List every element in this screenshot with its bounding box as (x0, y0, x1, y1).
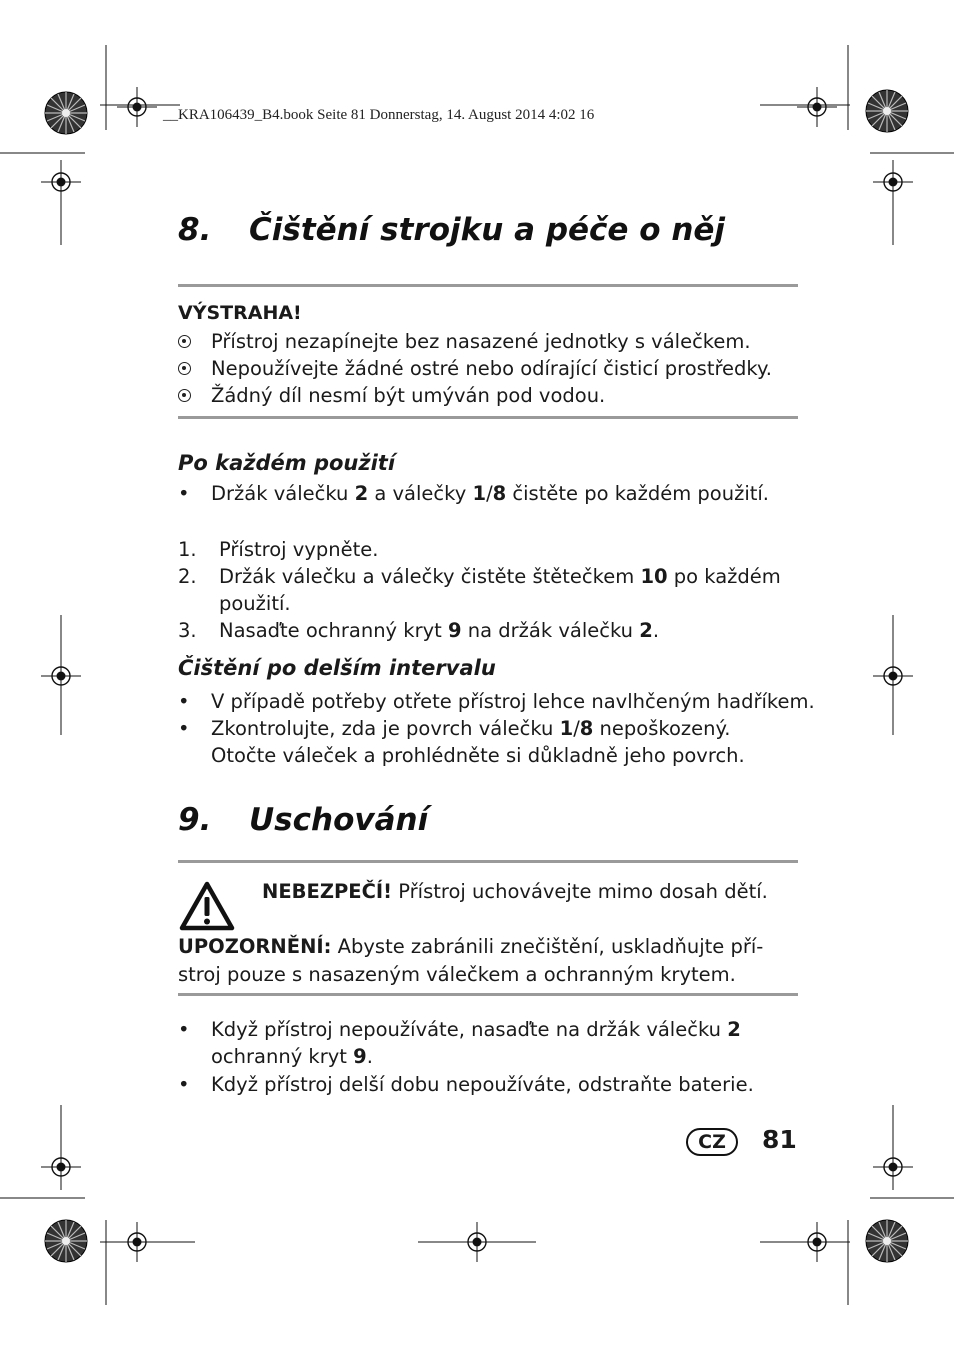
section-title: Čištění strojku a péče o něj (249, 212, 726, 248)
ref-number: 8 (579, 717, 594, 740)
step-number: 3. (178, 619, 197, 642)
text: . (366, 1045, 373, 1068)
target-bullet-icon (178, 335, 191, 348)
bullet-dot: • (178, 1018, 190, 1041)
bullet-dot: • (178, 482, 190, 505)
page-number: 81 (762, 1125, 797, 1154)
section-number: 8. (178, 212, 212, 248)
warning-item: Přístroj nezapínejte bez nasazené jednotky s válečkem. (211, 330, 751, 353)
ref-number: 8 (492, 482, 507, 505)
text: a válečky (368, 482, 473, 505)
text: Abyste zabránili znečištění, uskladňujte pří- (331, 935, 764, 958)
section-number: 9. (178, 802, 212, 838)
danger-notice (262, 878, 768, 905)
bullet-item (211, 1016, 741, 1043)
bullet-item: Když přístroj delší dobu nepoužíváte, odstraňte baterie. (211, 1073, 754, 1096)
caution-notice (178, 933, 763, 960)
text: . (652, 619, 660, 642)
target-bullet-icon (178, 362, 191, 375)
bullet-dot: • (178, 690, 190, 713)
divider (178, 993, 798, 996)
ref-number: 2 (354, 482, 369, 505)
step-text-continued: použití. (219, 592, 291, 615)
warning-item: Žádný díl nesmí být umýván pod vodou. (211, 384, 606, 407)
warning-label: VÝSTRAHA! (178, 302, 302, 324)
step-text (219, 563, 781, 590)
text: Zkontrolujte, zda je povrch válečku (211, 717, 560, 740)
section-8-heading (178, 212, 725, 248)
bullet-dot: • (178, 717, 190, 740)
text: Držák válečku (211, 482, 355, 505)
text: Přístroj uchovávejte mimo dosah dětí. (392, 880, 768, 903)
section-title: Uschování (249, 802, 429, 838)
ref-number: 9 (448, 619, 462, 642)
target-bullet-icon (178, 389, 191, 402)
bullet-item: V případě potřeby otřete přístroj lehce navlhčeným hadříkem. (211, 690, 815, 713)
subheading-longer-interval: Čištění po delším intervalu (178, 656, 496, 680)
section-9-heading (178, 802, 428, 838)
text: Nasaďte ochranný kryt (219, 619, 448, 642)
subheading-after-each-use: Po každém použití (178, 451, 396, 475)
ref-number: 1 (559, 717, 574, 740)
text: ochranný kryt (211, 1045, 354, 1068)
caution-notice-continued: stroj pouze s nasazeným válečkem a ochranným krytem. (178, 963, 736, 986)
ref-number: 2 (639, 619, 653, 642)
divider (178, 860, 798, 863)
danger-label: NEBEZPEČÍ! (262, 880, 393, 903)
step-text (219, 617, 659, 644)
text: na držák válečku (461, 619, 640, 642)
warning-triangle-icon (178, 880, 236, 932)
ref-number: 1 (472, 482, 487, 505)
ref-number: 9 (353, 1045, 367, 1068)
text: / (486, 482, 493, 505)
bullet-item-continued (211, 1043, 373, 1070)
text: Držák válečku a válečky čistěte štětečkem (219, 565, 641, 588)
warning-item: Nepoužívejte žádné ostré nebo odírající čisticí prostředky. (211, 357, 772, 380)
bullet-dot: • (178, 1073, 190, 1096)
language-badge: CZ (686, 1128, 738, 1156)
text: Když přístroj nepoužíváte, nasaďte na držák válečku (211, 1018, 728, 1041)
text: / (573, 717, 580, 740)
divider (178, 284, 798, 287)
step-number: 2. (178, 565, 197, 588)
step-number: 1. (178, 538, 197, 561)
bullet-item (211, 715, 730, 742)
text: čistěte po každém použití. (506, 482, 769, 505)
text: nepoškozený. (593, 717, 731, 740)
bullet-item-continued: Otočte váleček a prohlédněte si důkladně jeho povrch. (211, 744, 745, 767)
ref-number: 2 (727, 1018, 741, 1041)
step-text: Přístroj vypněte. (219, 538, 379, 561)
caution-label: UPOZORNĚNÍ: (178, 935, 332, 958)
bullet-item (211, 480, 769, 507)
text: po každém (667, 565, 781, 588)
divider (178, 416, 798, 419)
ref-number: 10 (640, 565, 668, 588)
print-file-header: __KRA106439_B4.book Seite 81 Donnerstag, 14. August 2014 4:02 16 (163, 107, 595, 123)
